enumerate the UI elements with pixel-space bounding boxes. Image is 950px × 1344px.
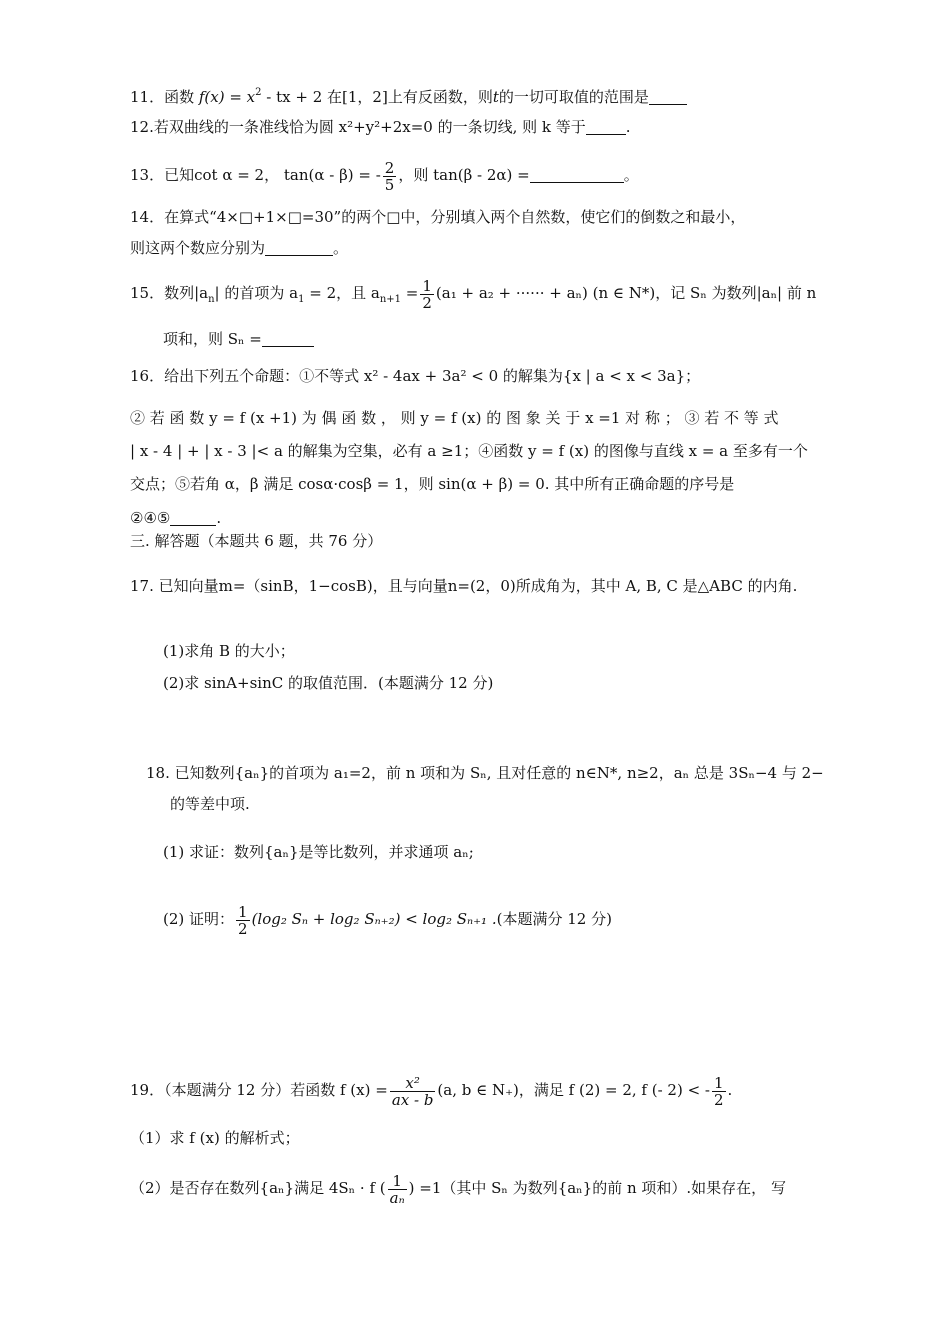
q19-fraction2: [712, 1075, 726, 1108]
question-16-line4: 交点；⑤若角 α，β 满足 cosα·cosβ = 1，则 sin(α + β) = 0. 其中所有正确命题的序号是: [130, 475, 735, 493]
q18-part2-lead: (2) 证明：: [163, 910, 235, 928]
q15-sub1: n: [208, 294, 215, 305]
question-19-stem: [130, 1072, 732, 1108]
q15-mid1: | 的首项为 a: [214, 284, 299, 302]
question-11: [130, 83, 687, 107]
q18-den: 2: [238, 919, 248, 938]
q13-den: 5: [384, 175, 395, 194]
q18-num: 1: [238, 902, 248, 921]
q11-sup: 2: [255, 87, 262, 98]
question-17-stem: 17. 已知向量m=（sinB，1−cosB)，且与向量n=(2，0)所成角为，其中 A, B, C 是△ABC 的内角.: [130, 577, 798, 595]
q13-answer-blank[interactable]: [530, 166, 624, 183]
q19-lead: 19．（本题满分 12 分）若函数 f (x) =: [130, 1081, 388, 1099]
q11-var: t: [492, 88, 499, 106]
q14-end: 。: [333, 239, 349, 257]
q12-text: 12.若双曲线的一条准线恰为圆 x²+y²+2x=0 的一条切线, 则 k 等于: [130, 118, 586, 136]
question-12: [130, 117, 631, 137]
q15-lead: 15．数列|a: [130, 284, 209, 302]
q19-den3: aₙ: [389, 1188, 405, 1207]
question-18-part2: [163, 902, 612, 937]
question-16-line5: [130, 508, 221, 528]
question-16-line3: | x - 4 | + | x - 3 |< a 的解集为空集，必有 a ≥1；④函数 y = f (x) 的图像与直线 x = a 至多有一个: [130, 442, 808, 460]
q13-num: 2: [384, 158, 395, 177]
q13-mid: ，则 tan(β - 2α) =: [398, 166, 530, 184]
question-18-line2: 的等差中项.: [170, 795, 250, 813]
q15-answer-blank[interactable]: [262, 330, 314, 347]
q16-answer-blank[interactable]: [170, 509, 216, 526]
q15-sum: (a₁ + a₂ + ······ + aₙ) (n ∈ N*)，记 Sₙ 为数列|aₙ| 前 n: [435, 284, 817, 302]
question-19-part1: （1）求 f (x) 的解析式；: [130, 1129, 300, 1147]
q18-fraction: [236, 904, 250, 937]
q19-fraction3: [388, 1173, 407, 1206]
q19-part2-lead: （2）是否存在数列{aₙ}满足 4Sₙ · f (: [130, 1179, 386, 1197]
q14-line2: 则这两个数应分别为: [130, 239, 266, 257]
question-15-line1: [130, 276, 816, 317]
q13-end: 。: [623, 166, 639, 184]
question-14-line2: [130, 238, 348, 258]
q11-answer-blank[interactable]: [649, 88, 687, 105]
q12-end: .: [625, 118, 631, 136]
q12-answer-blank[interactable]: [586, 118, 626, 135]
q15-line2: 项和，则 Sₙ =: [163, 330, 262, 348]
question-19-part2: [130, 1170, 786, 1206]
q15-fraction: [420, 278, 434, 311]
q19-fraction: [390, 1075, 436, 1108]
q11-lead: 11．函数: [130, 88, 199, 106]
q15-sub2: 1: [298, 294, 305, 305]
q15-sub3: n+1: [379, 294, 402, 305]
q15-mid2: = 2，且 a: [304, 284, 380, 302]
q15-num: 1: [422, 276, 432, 295]
q13-fraction: [383, 160, 397, 193]
question-17-part2: (2)求 sinA+sinC 的取值范围．(本题满分 12 分): [163, 674, 494, 692]
q16-answer: ②④⑤: [130, 509, 171, 527]
section-3-heading: 三. 解答题（本题共 6 题，共 76 分）: [130, 532, 383, 550]
q19-num3: 1: [388, 1173, 407, 1190]
question-18-part1: (1) 求证：数列{aₙ}是等比数列，并求通项 aₙ;: [163, 843, 474, 861]
q18-part2-expr: (log₂ Sₙ + log₂ Sₙ₊₂) < log₂ Sₙ₊₁ .: [251, 910, 497, 928]
question-17-part1: (1)求角 B 的大小；: [163, 642, 295, 660]
q19-num2: 1: [714, 1073, 724, 1092]
q16-end: .: [216, 509, 222, 527]
question-13: [130, 158, 639, 193]
question-15-line2: [163, 329, 314, 349]
q11-func: f(x) = x: [198, 88, 256, 106]
q14-answer-blank[interactable]: [265, 239, 333, 256]
q15-den: 2: [422, 293, 432, 312]
question-14-line1: 14．在算式“4×□+1×□=30”的两个□中，分别填入两个自然数，使它们的倒数之和最小，: [130, 208, 746, 226]
q19-end: .: [727, 1081, 733, 1099]
q19-den2: 2: [714, 1090, 724, 1109]
q13-lead: 13．已知cot α = 2， tan(α - β) = -: [130, 166, 381, 184]
q19-den: ax - b: [391, 1090, 434, 1109]
q19-part2-tail: ) =1（其中 Sₙ 为数列{aₙ}的前 n 项和）.如果存在， 写: [408, 1179, 786, 1197]
q11-expr: - tx + 2 在[1，2]上有反函数，则: [261, 88, 493, 106]
q15-eq: =: [401, 284, 419, 302]
q19-mid: (a, b ∈ N₊)，满足 f (2) = 2, f (- 2) < -: [437, 1081, 710, 1099]
question-18-line1: 18. 已知数列{aₙ}的首项为 a₁=2，前 n 项和为 Sₙ, 且对任意的 n∈N*, n≥2，aₙ 总是 3Sₙ−4 与 2−: [146, 764, 824, 782]
question-16-line1: 16．给出下列五个命题：①不等式 x² - 4ax + 3a² < 0 的解集为{x | a < x < 3a}；: [130, 367, 701, 385]
question-16-line2: ② 若 函 数 y = f (x +1) 为 偶 函 数 ， 则 y = f (x) 的 图 象 关 于 x =1 对 称 ； ③ 若 不 等 式: [130, 409, 779, 427]
q19-num: x²: [390, 1075, 436, 1092]
q11-tail: 的一切可取值的范围是: [498, 88, 649, 106]
q18-part2-tail: (本题满分 12 分): [496, 910, 612, 928]
